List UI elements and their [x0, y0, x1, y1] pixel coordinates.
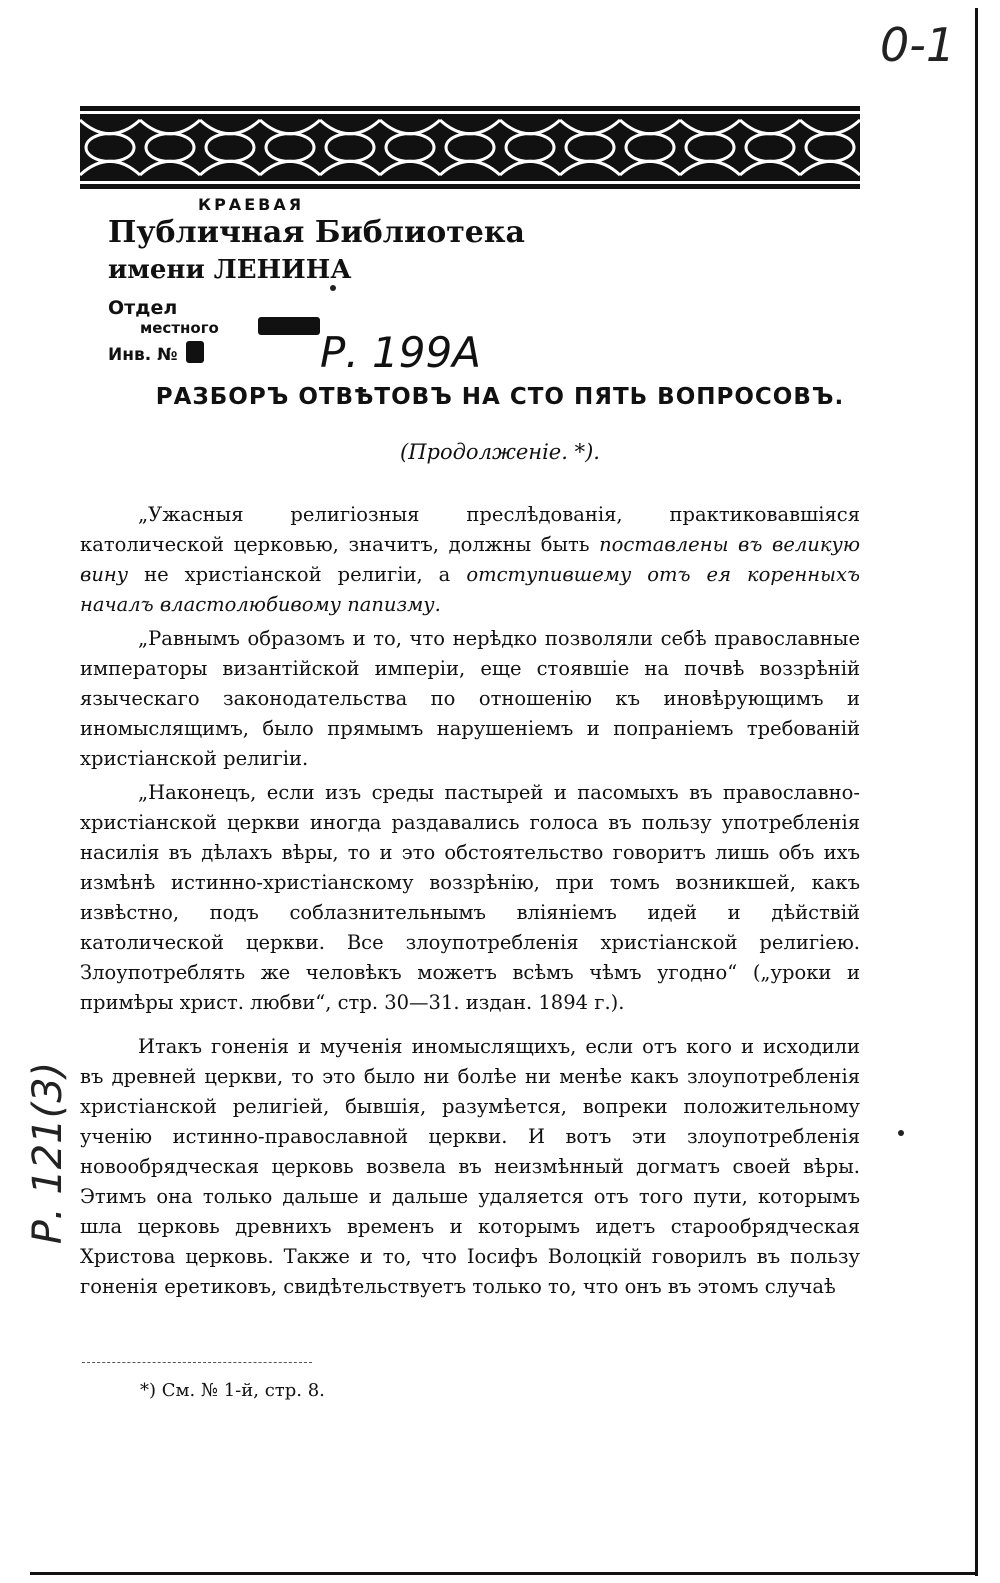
- page-bottom-border: [30, 1572, 978, 1575]
- article-subtitle: (Продолженіе. *).: [400, 440, 600, 464]
- stamp-ink-blot: [258, 317, 320, 335]
- text-run: „Ужасныя религіозныя преслѣдованія, практиковавшіяся католической церковью, значитъ, должны быть: [80, 503, 860, 556]
- stamp-line-department: Отдел: [108, 297, 178, 319]
- stamp-line-inventory-label: Инв. №: [108, 345, 178, 365]
- margin-note-text: Р. 121(3): [25, 1061, 71, 1245]
- page-right-border: [975, 8, 978, 1576]
- ink-dot: [898, 1130, 904, 1136]
- stamp-line-regional: КРАЕВАЯ: [198, 195, 305, 214]
- paragraph: „Наконецъ, если изъ среды пастырей и пасомыхъ въ православно-христіанской церкви иногда раздавались голоса въ пользу употребленія насилія въ дѣлахъ вѣры, то и это обстоятельство говоритъ лишь объ ихъ измѣнѣ истинно-христіанскому воззрѣнію, при томъ возникшей, какъ извѣстно, подъ соблазнительнымъ вліяніемъ идей и дѣйствій католической церкви. Все злоупотребленія христіанской религіею. Злоупотреблять же человѣкъ можетъ всѣмъ чѣмъ угодно“ („уроки и примѣры христ. любви“, стр. 30—31. издан. 1894 г.).: [80, 781, 860, 1014]
- inventory-number-handwritten: Р. 199А: [320, 328, 481, 377]
- footnote-divider: [82, 1362, 312, 1363]
- article-title: РАЗБОРЪ ОТВѢТОВЪ НА СТО ПЯТЬ ВОПРОСОВЪ.: [155, 384, 845, 410]
- text-run: не христіанской религіи, а: [128, 563, 467, 586]
- stamp-line-lenin: имени ЛЕНИНА: [108, 255, 352, 285]
- paragraph: „Равнымъ образомъ и то, что нерѣдко позволяли себѣ православные императоры византійской имперіи, еще стоявшіе на почвѣ воззрѣній языческаго законодательства по отношенію къ иновѣрующимъ и иномыслящимъ, было прямымъ нарушеніемъ и попраніемъ требованій христіанской религіи.: [80, 627, 860, 770]
- footnote: *) См. № 1-й, стр. 8.: [140, 1380, 325, 1401]
- paragraph: [80, 500, 860, 620]
- italic-text-run: отступившему отъ ея коренныхъ началъ властолюбивому папизму.: [80, 563, 860, 616]
- stamp-line-library: Публичная Библиотека: [108, 215, 525, 250]
- margin-handwritten-note: [18, 1030, 78, 1270]
- decorative-header-ornament: [80, 100, 860, 195]
- article-body: [80, 500, 860, 1302]
- stamp-ink-blot: [186, 341, 204, 363]
- paragraph: Итакъ гоненія и мученія иномыслящихъ, если отъ кого и исходили въ древней церкви, то это было ни болѣе ни менѣе какъ злоупотребленія христіанской религіей, бывшія, разумѣется, вопреки положительному ученію истинно-православной церкви. И вотъ эти злоупотребленія новообрядческая церковь возвела въ неизмѣнный догматъ своей вѣры. Этимъ она только дальше и дальше удаляется отъ того пути, которымъ шла церковь древнихъ временъ и которымъ идетъ старообрядческая Христова церковь. Также и то, что Іосифъ Волоцкій говорилъ въ пользу гоненія еретиковъ, свидѣтельствуетъ только то, что онъ въ этомъ случаѣ: [80, 1035, 860, 1298]
- ink-dot: [330, 285, 336, 291]
- corner-handwritten-mark: 0-1: [880, 18, 956, 72]
- italic-text-run: поставлены въ великую вину: [80, 533, 860, 586]
- stamp-line-local: местного: [140, 319, 219, 337]
